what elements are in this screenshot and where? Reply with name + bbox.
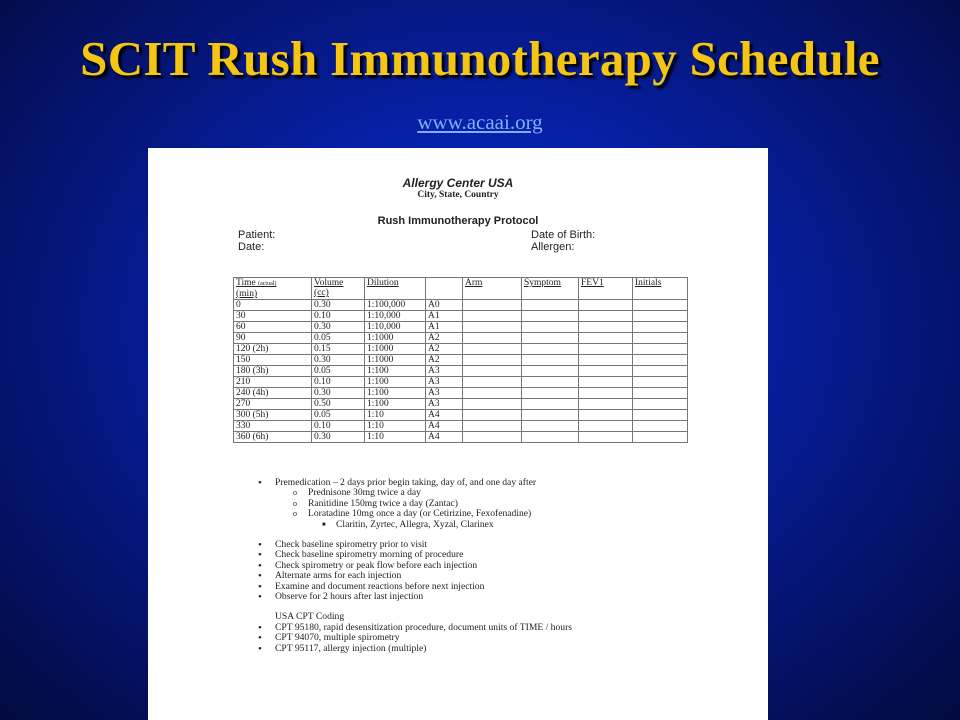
cell-time: 240 (4h)	[234, 388, 312, 399]
cell-time: 180 (3h)	[234, 366, 312, 377]
cell-volume: 0.05	[312, 333, 365, 344]
cell-arm	[463, 388, 522, 399]
cpt-item: • CPT 95180, rapid desensitization procedure, document units of TIME / hours	[258, 623, 572, 633]
cell-symptom	[522, 333, 579, 344]
table-row	[234, 344, 688, 355]
cell-fev1	[579, 322, 633, 333]
schedule-body	[234, 300, 688, 443]
cell-fev1	[579, 355, 633, 366]
cell-time: 120 (2h)	[234, 344, 312, 355]
col-fev1: FEV1	[579, 278, 633, 300]
table-row	[234, 399, 688, 410]
col-time: Time (actual) (min)	[234, 278, 312, 300]
cell-arm	[463, 355, 522, 366]
cell-fev1	[579, 410, 633, 421]
cell-symptom	[522, 300, 579, 311]
cell-fev1	[579, 311, 633, 322]
check-item: • Check baseline spirometry prior to visit	[258, 540, 572, 550]
cpt-heading: USA CPT Coding	[275, 611, 345, 623]
check-item: • Examine and document reactions before next injection	[258, 582, 572, 592]
cell-vial: A3	[426, 399, 463, 410]
cell-volume: 0.30	[312, 300, 365, 311]
cell-volume: 0.05	[312, 410, 365, 421]
check-item: • Check spirometry or peak flow before each injection	[258, 561, 572, 571]
cell-symptom	[522, 377, 579, 388]
cell-initials	[633, 355, 688, 366]
cell-vial: A0	[426, 300, 463, 311]
cell-dilution: 1:10	[365, 410, 426, 421]
notes-section	[258, 478, 572, 654]
cell-dilution: 1:100	[365, 399, 426, 410]
cell-initials	[633, 377, 688, 388]
cell-vial: A4	[426, 432, 463, 443]
cell-fev1	[579, 344, 633, 355]
cell-volume: 0.10	[312, 377, 365, 388]
cell-dilution: 1:10	[365, 432, 426, 443]
cell-initials	[633, 366, 688, 377]
check-item: • Check baseline spirometry morning of procedure	[258, 550, 572, 560]
org-name: Allergy Center USA	[402, 176, 514, 190]
table-row	[234, 322, 688, 333]
source-link[interactable]: www.acaai.org	[417, 110, 543, 134]
cell-vial: A3	[426, 388, 463, 399]
cell-time: 330	[234, 421, 312, 432]
cell-fev1	[579, 377, 633, 388]
cell-symptom	[522, 399, 579, 410]
premed-drug: o Prednisone 30mg twice a day	[258, 488, 572, 498]
cell-initials	[633, 410, 688, 421]
cell-volume: 0.30	[312, 432, 365, 443]
cell-symptom	[522, 344, 579, 355]
cell-initials	[633, 311, 688, 322]
cell-dilution: 1:10,000	[365, 322, 426, 333]
cell-symptom	[522, 421, 579, 432]
cell-time: 150	[234, 355, 312, 366]
table-row	[234, 355, 688, 366]
table-header-row	[234, 278, 688, 300]
cell-time: 210	[234, 377, 312, 388]
date-field: Date:	[238, 241, 265, 253]
cell-fev1	[579, 300, 633, 311]
cell-dilution: 1:100	[365, 388, 426, 399]
cell-dilution: 1:100	[365, 366, 426, 377]
cell-symptom	[522, 366, 579, 377]
col-volume: Volume (cc)	[312, 278, 365, 300]
allergen-field: Allergen:	[531, 241, 575, 253]
cell-fev1	[579, 421, 633, 432]
cell-vial: A3	[426, 366, 463, 377]
cell-arm	[463, 421, 522, 432]
cell-time: 90	[234, 333, 312, 344]
cell-volume: 0.10	[312, 311, 365, 322]
check-item: • Observe for 2 hours after last injection	[258, 592, 572, 602]
org-location: City, State, Country	[417, 190, 499, 200]
table-row	[234, 421, 688, 432]
col-vial	[426, 278, 463, 300]
cell-arm	[463, 410, 522, 421]
table-row	[234, 377, 688, 388]
cell-symptom	[522, 311, 579, 322]
cell-fev1	[579, 366, 633, 377]
col-dilution: Dilution	[365, 278, 426, 300]
cell-symptom	[522, 432, 579, 443]
cell-fev1	[579, 399, 633, 410]
table-row	[234, 388, 688, 399]
dob-field: Date of Birth:	[531, 229, 596, 241]
cell-time: 360 (6h)	[234, 432, 312, 443]
cell-initials	[633, 322, 688, 333]
cell-symptom	[522, 322, 579, 333]
cell-time: 60	[234, 322, 312, 333]
premed-item: • Premedication – 2 days prior begin taking, day of, and one day after	[258, 478, 572, 488]
cell-arm	[463, 333, 522, 344]
cell-vial: A4	[426, 421, 463, 432]
cell-fev1	[579, 388, 633, 399]
col-symptom: Symptom	[522, 278, 579, 300]
col-arm: Arm	[463, 278, 522, 300]
cell-arm	[463, 311, 522, 322]
cell-initials	[633, 300, 688, 311]
cell-initials	[633, 333, 688, 344]
protocol-title: Rush Immunotherapy Protocol	[377, 215, 539, 227]
cell-arm	[463, 432, 522, 443]
cell-symptom	[522, 355, 579, 366]
cell-fev1	[579, 333, 633, 344]
cell-initials	[633, 421, 688, 432]
document-page	[148, 148, 768, 720]
cell-initials	[633, 432, 688, 443]
cell-vial: A2	[426, 344, 463, 355]
cpt-item: • CPT 94070, multiple spirometry	[258, 633, 572, 643]
cell-arm	[463, 322, 522, 333]
slide-title: SCIT Rush Immunotherapy Schedule	[80, 31, 880, 86]
cell-time: 300 (5h)	[234, 410, 312, 421]
cell-vial: A1	[426, 311, 463, 322]
cell-volume: 0.10	[312, 421, 365, 432]
cell-volume: 0.15	[312, 344, 365, 355]
cell-arm	[463, 366, 522, 377]
cell-initials	[633, 388, 688, 399]
cell-dilution: 1:100,000	[365, 300, 426, 311]
cell-vial: A3	[426, 377, 463, 388]
table-row	[234, 366, 688, 377]
premed-drug: o Ranitidine 150mg twice a day (Zantac)	[258, 499, 572, 509]
cell-dilution: 1:1000	[365, 355, 426, 366]
cell-arm	[463, 300, 522, 311]
cell-symptom	[522, 388, 579, 399]
premed-brands: ■ Claritin, Zyrtec, Allegra, Xyzal, Clarinex	[258, 520, 572, 530]
cell-arm	[463, 344, 522, 355]
table-row	[234, 432, 688, 443]
cell-dilution: 1:100	[365, 377, 426, 388]
cell-time: 0	[234, 300, 312, 311]
cell-vial: A2	[426, 333, 463, 344]
table-row	[234, 300, 688, 311]
schedule-table	[233, 277, 688, 443]
cell-vial: A1	[426, 322, 463, 333]
premed-drug: o Loratadine 10mg once a day (or Cetirizine, Fexofenadine)	[258, 509, 572, 519]
patient-field: Patient:	[238, 229, 276, 241]
cell-volume: 0.30	[312, 355, 365, 366]
cell-dilution: 1:10,000	[365, 311, 426, 322]
cell-initials	[633, 399, 688, 410]
cpt-item: • CPT 95117, allergy injection (multiple)	[258, 644, 572, 654]
table-row	[234, 311, 688, 322]
check-item: • Alternate arms for each injection	[258, 571, 572, 581]
cell-fev1	[579, 432, 633, 443]
cell-symptom	[522, 410, 579, 421]
cell-time: 270	[234, 399, 312, 410]
cell-volume: 0.50	[312, 399, 365, 410]
cell-vial: A4	[426, 410, 463, 421]
table-row	[234, 333, 688, 344]
cell-dilution: 1:1000	[365, 333, 426, 344]
col-initials: Initials	[633, 278, 688, 300]
cell-volume: 0.05	[312, 366, 365, 377]
cell-initials	[633, 344, 688, 355]
cell-volume: 0.30	[312, 388, 365, 399]
cell-arm	[463, 377, 522, 388]
cell-time: 30	[234, 311, 312, 322]
cell-vial: A2	[426, 355, 463, 366]
cell-arm	[463, 399, 522, 410]
cell-dilution: 1:10	[365, 421, 426, 432]
cell-dilution: 1:1000	[365, 344, 426, 355]
table-row	[234, 410, 688, 421]
cell-volume: 0.30	[312, 322, 365, 333]
